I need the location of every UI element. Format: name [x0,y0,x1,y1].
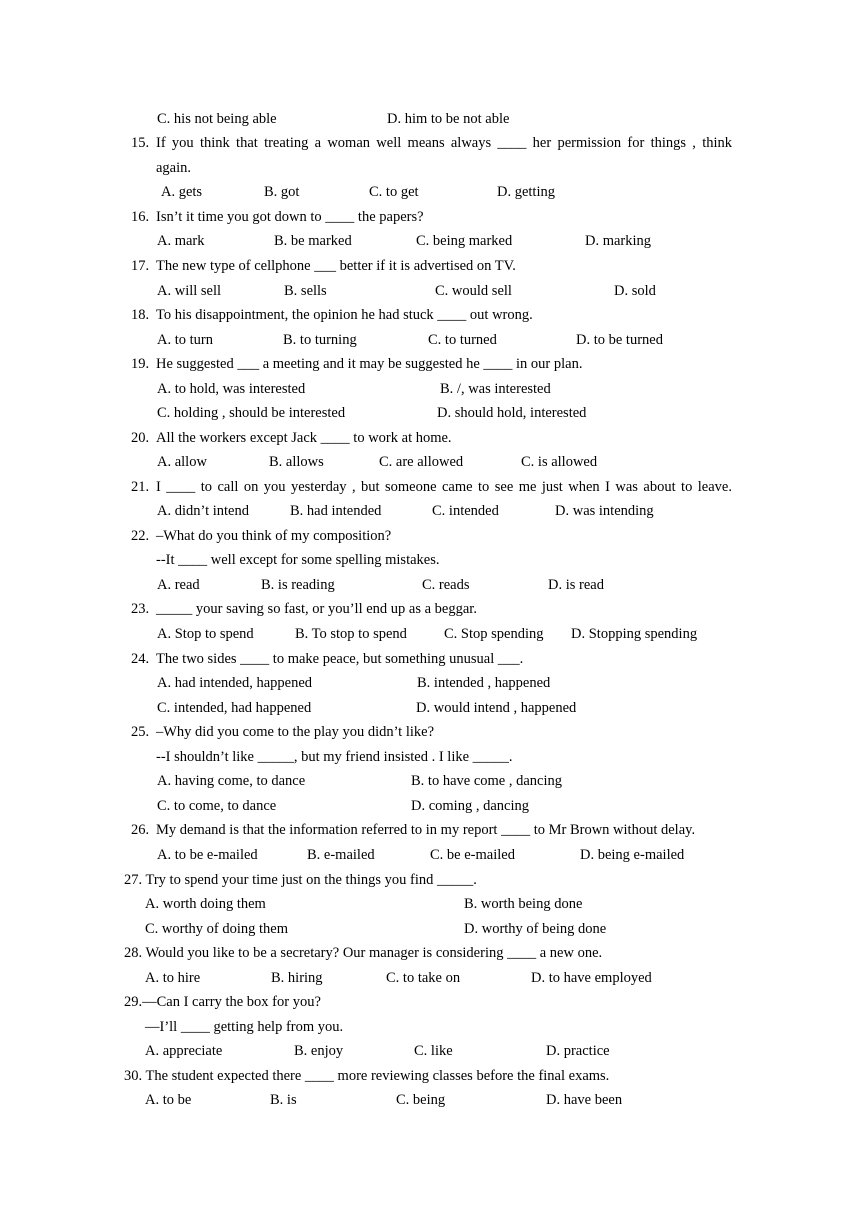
question-number: 23. [131,601,150,617]
question-23-stem: 23. _____ your saving so fast, or you’ll end up as a beggar. [131,601,477,617]
question-number: 21. [131,479,150,495]
option-d: D. should hold, interested [437,405,587,421]
question-number: 17. [131,258,150,274]
option-d: D. would intend , happened [416,700,577,716]
option-b: B. To stop to spend [295,626,407,642]
option-b: B. hiring [271,970,323,986]
option-c: C. to turned [428,332,497,348]
option-a: A. to hire [145,970,201,986]
option-c: C. be e-mailed [430,847,515,863]
option-d: D. sold [614,283,656,299]
question-24-stem: 24. The two sides ____ to make peace, but something unusual ___. [131,651,524,667]
option-c: C. reads [422,577,470,593]
option-d: D. him to be not able [387,111,510,127]
question-number: 25. [131,724,150,740]
question-22-stem: 22. –What do you think of my composition? [131,528,392,544]
option-b: B. is [270,1092,297,1108]
option-b: B. sells [284,283,327,299]
option-c: C. intended, had happened [157,700,312,716]
option-b: B. e-mailed [307,847,375,863]
question-17-stem: 17. The new type of cellphone ___ better if it is advertised on TV. [131,258,516,274]
question-27-stem: 27. Try to spend your time just on the things you find _____. [124,872,477,888]
option-b: B. is reading [261,577,335,593]
option-d: D. was intending [555,503,654,519]
option-d: D. coming , dancing [411,798,529,814]
option-c: C. to come, to dance [157,798,277,814]
question-number: 16. [131,209,150,225]
option-d: C. is allowed [521,454,598,470]
option-c: C. would sell [435,283,512,299]
question-16-stem: 16. Isn’t it time you got down to ____ the papers? [131,209,424,225]
option-a: A. read [157,577,200,593]
question-number: 22. [131,528,150,544]
question-29-stem: 29.—Can I carry the box for you? [124,994,321,1010]
option-c: C. being marked [416,233,513,249]
option-b: B. had intended [290,503,382,519]
option-c: C. are allowed [379,454,464,470]
question-number: 20. [131,430,150,446]
option-a: A. having come, to dance [157,773,306,789]
question-22-reply: --It ____ well except for some spelling mistakes. [156,552,440,568]
option-b: B. got [264,184,300,200]
question-20-stem: 20. All the workers except Jack ____ to work at home. [131,430,452,446]
option-a: A. didn’t intend [157,503,249,519]
option-a: A. had intended, happened [157,675,313,691]
option-c: C. intended [432,503,499,519]
option-a: A. to be e-mailed [157,847,258,863]
option-c: C. holding , should be interested [157,405,346,421]
option-d: D. getting [497,184,555,200]
question-26-stem: 26. My demand is that the information referred to in my report ____ to Mr Brown without delay. [131,822,696,838]
option-b: B. enjoy [294,1043,344,1059]
question-21-stem: 21. I ____ to call on you yesterday , but someone came to see me just when I was about to leave. [131,479,732,495]
question-number: 18. [131,307,150,323]
question-19-stem: 19. He suggested ___ a meeting and it may be suggested he ____ in our plan. [131,356,583,372]
option-d: D. being e-mailed [580,847,685,863]
option-c: C. to get [369,184,419,200]
option-c: C. like [414,1043,453,1059]
option-a: A. mark [157,233,205,249]
option-a: A. will sell [157,283,222,299]
option-d: D. Stopping spending [571,626,698,642]
option-a: A. appreciate [145,1043,223,1059]
question-number: 19. [131,356,150,372]
question-number: 15. [131,135,150,151]
option-b: B. /, was interested [440,381,551,397]
option-c: C. his not being able [157,111,277,127]
option-d: D. have been [546,1092,623,1108]
option-d: D. to be turned [576,332,663,348]
option-a: A. to hold, was interested [157,381,306,397]
option-b: B. be marked [274,233,352,249]
option-a: A. allow [157,454,207,470]
question-29-reply: —I’ll ____ getting help from you. [145,1019,344,1035]
question-18-stem: 18. To his disappointment, the opinion he had stuck ____ out wrong. [131,307,533,323]
option-c: C. being [396,1092,446,1108]
question-28-stem: 28. Would you like to be a secretary? Our manager is considering ____ a new one. [124,945,603,961]
option-d: D. worthy of being done [464,921,607,937]
option-b: B. intended , happened [417,675,551,691]
question-25-stem: 25. –Why did you come to the play you didn’t like? [131,724,434,740]
option-d: D. to have employed [531,970,652,986]
question-25-reply: --I shouldn’t like _____, but my friend insisted . I like _____. [156,749,513,765]
option-a: A. to be [145,1092,192,1108]
question-number: 26. [131,822,150,838]
option-c: C. Stop spending [444,626,544,642]
option-c: C. worthy of doing them [145,921,288,937]
question-15-stem-continued: again. [156,160,192,176]
option-b: B. to turning [283,332,357,348]
question-30-stem: 30. The student expected there ____ more reviewing classes before the final exams. [124,1068,610,1084]
option-d: D. is read [548,577,604,593]
option-d: D. practice [546,1043,610,1059]
option-c: C. to take on [386,970,461,986]
question-15-stem: 15. If you think that treating a woman well means always ____ her permission for things , think [131,135,732,151]
option-b: B. allows [269,454,324,470]
option-a: A. Stop to spend [157,626,254,642]
question-number: 24. [131,651,150,667]
option-a: A. gets [161,184,203,200]
option-a: A. worth doing them [145,896,266,912]
option-a: A. to turn [157,332,213,348]
option-d: D. marking [585,233,652,249]
option-b: B. worth being done [464,896,583,912]
option-b: B. to have come , dancing [411,773,562,789]
